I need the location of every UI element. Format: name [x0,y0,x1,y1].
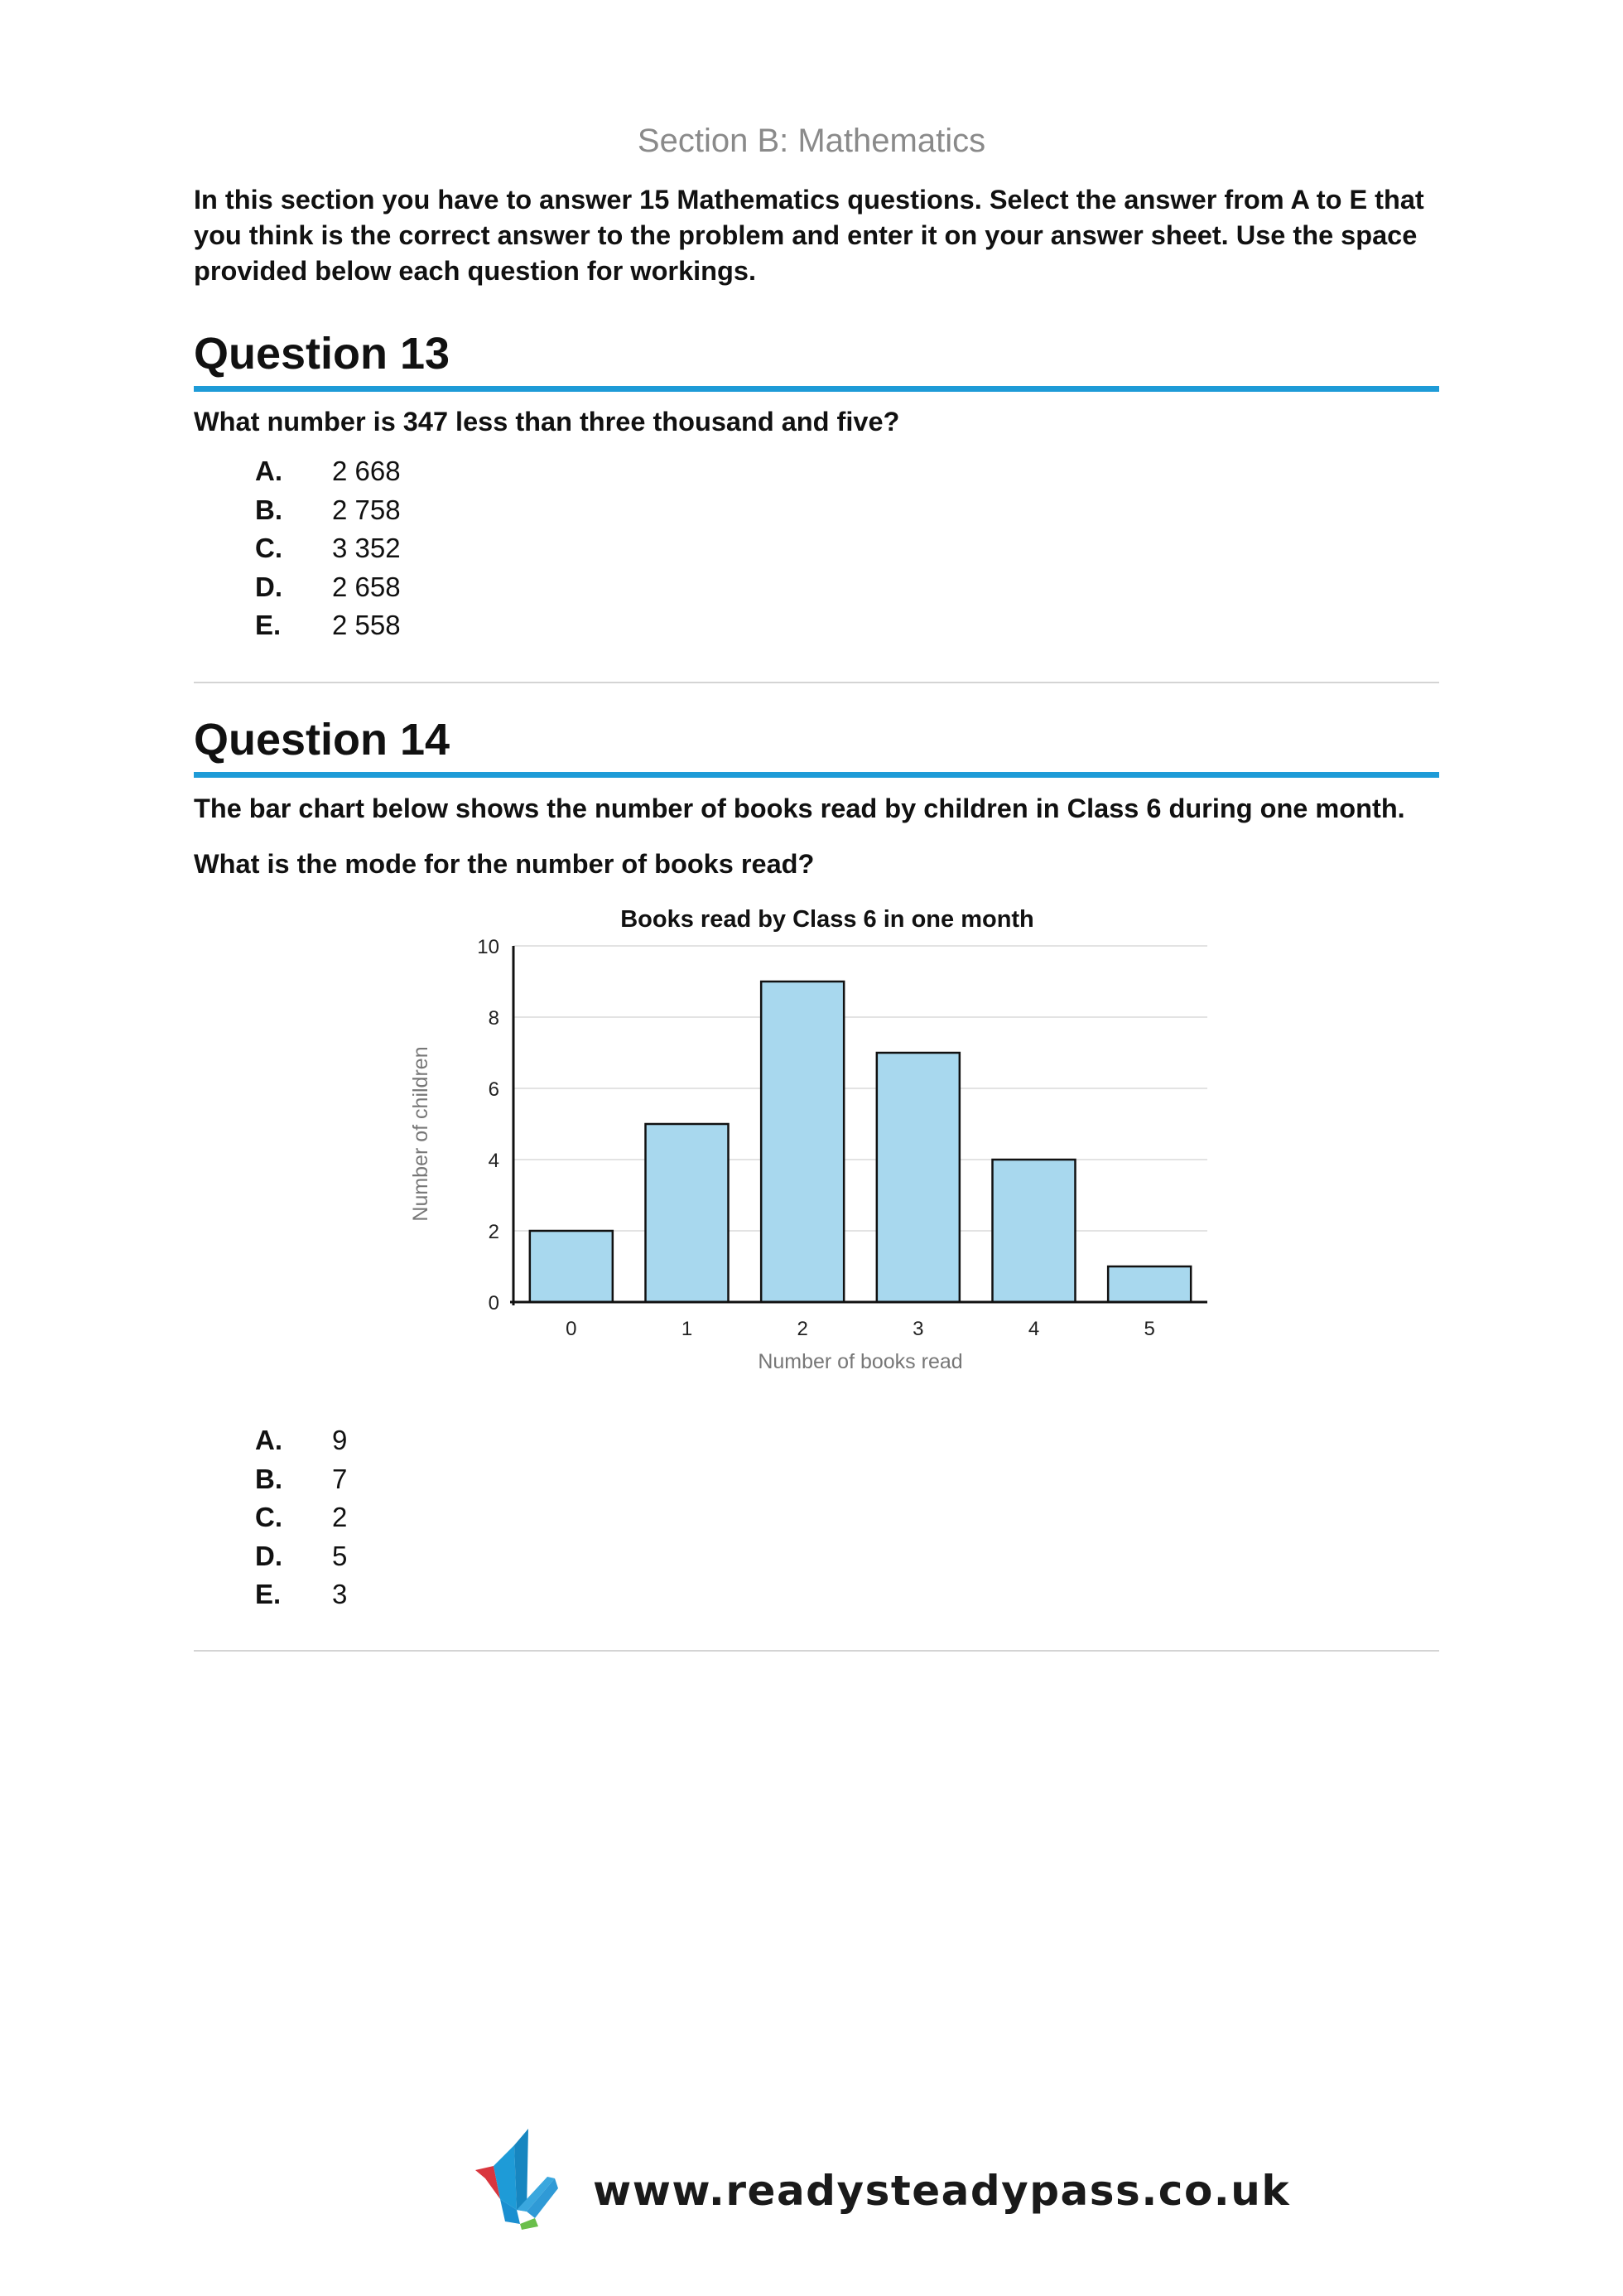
option-value: 9 [332,1425,348,1456]
option-letter: A. [255,456,282,487]
chart-x-tick-label: 3 [913,1318,924,1340]
option-e [255,1575,347,1614]
option-letter: B. [255,1463,282,1494]
option-a [255,1421,347,1460]
footer-website-url[interactable]: www.readysteadypass.co.uk [593,2167,1291,2215]
chart-y-tick-label: 0 [488,1292,499,1314]
option-letter: C. [255,1502,282,1533]
question-14-options [255,1421,347,1614]
option-b [255,1460,347,1499]
question-14-text: The bar chart below shows the number of books read by children in Class 6 during one month. [194,793,1405,823]
chart-bar [761,982,844,1302]
chart-x-tick-label: 5 [1144,1318,1155,1340]
section-title: Section B: Mathematics [637,123,986,159]
option-c [255,529,401,568]
chart-y-tick-label: 2 [488,1221,499,1243]
option-c [255,1498,347,1537]
option-value: 2 [332,1502,348,1533]
question-14-heading: Question 14 [194,715,450,765]
option-d [255,1537,347,1576]
bar-chart [397,899,1226,1383]
option-letter: E. [255,610,282,641]
chart-bar [877,1053,960,1302]
question-14-rule [194,772,1439,778]
option-value: 5 [332,1540,348,1571]
question-14-prompt: What is the mode for the number of books read? [194,849,815,879]
option-value: 2 658 [332,571,401,602]
bar-chart-svg [397,899,1226,1379]
section-instructions: In this section you have to answer 15 Mathematics questions. Select the answer from A to E that you think is the correct answer to the problem and enter it on your answer sheet. Use the space provided below each question for workings. [194,185,1424,286]
chart-bar [530,1231,613,1302]
question-13-text: What number is 347 less than three thousand and five? [194,407,900,437]
option-value: 7 [332,1463,348,1494]
option-value: 3 352 [332,533,401,564]
chart-y-tick-label: 8 [488,1007,499,1030]
option-value: 3 [332,1579,348,1610]
option-value: 2 558 [332,610,401,641]
question-13-options [255,452,401,645]
option-letter: D. [255,1540,282,1571]
option-letter: D. [255,571,282,602]
chart-y-tick-label: 6 [488,1078,499,1101]
question-13-divider [194,682,1439,683]
chart-y-axis-label: Number of children [409,1046,432,1222]
question-13-heading: Question 13 [194,329,450,379]
chart-y-tick-label: 4 [488,1150,499,1172]
chart-x-tick-label: 4 [1028,1318,1040,1340]
option-value: 2 668 [332,456,401,487]
chart-y-tick-label: 10 [477,936,499,958]
chart-bar [1108,1266,1191,1302]
chart-x-tick-label: 2 [797,1318,808,1340]
chart-bar [993,1160,1076,1302]
chart-title: Books read by Class 6 in one month [620,906,1034,933]
option-e [255,606,401,645]
chart-x-tick-label: 1 [681,1318,693,1340]
option-letter: A. [255,1425,282,1456]
option-d [255,568,401,607]
chart-x-tick-label: 0 [566,1318,577,1340]
crane-logo-icon [469,2129,568,2241]
option-value: 2 758 [332,494,401,525]
option-letter: C. [255,533,282,564]
chart-x-axis-label: Number of books read [758,1350,963,1373]
question-14-divider [194,1650,1439,1652]
option-letter: B. [255,494,282,525]
option-a [255,452,401,491]
question-13-rule [194,386,1439,392]
option-letter: E. [255,1579,282,1610]
chart-bar [646,1124,729,1302]
option-b [255,491,401,530]
